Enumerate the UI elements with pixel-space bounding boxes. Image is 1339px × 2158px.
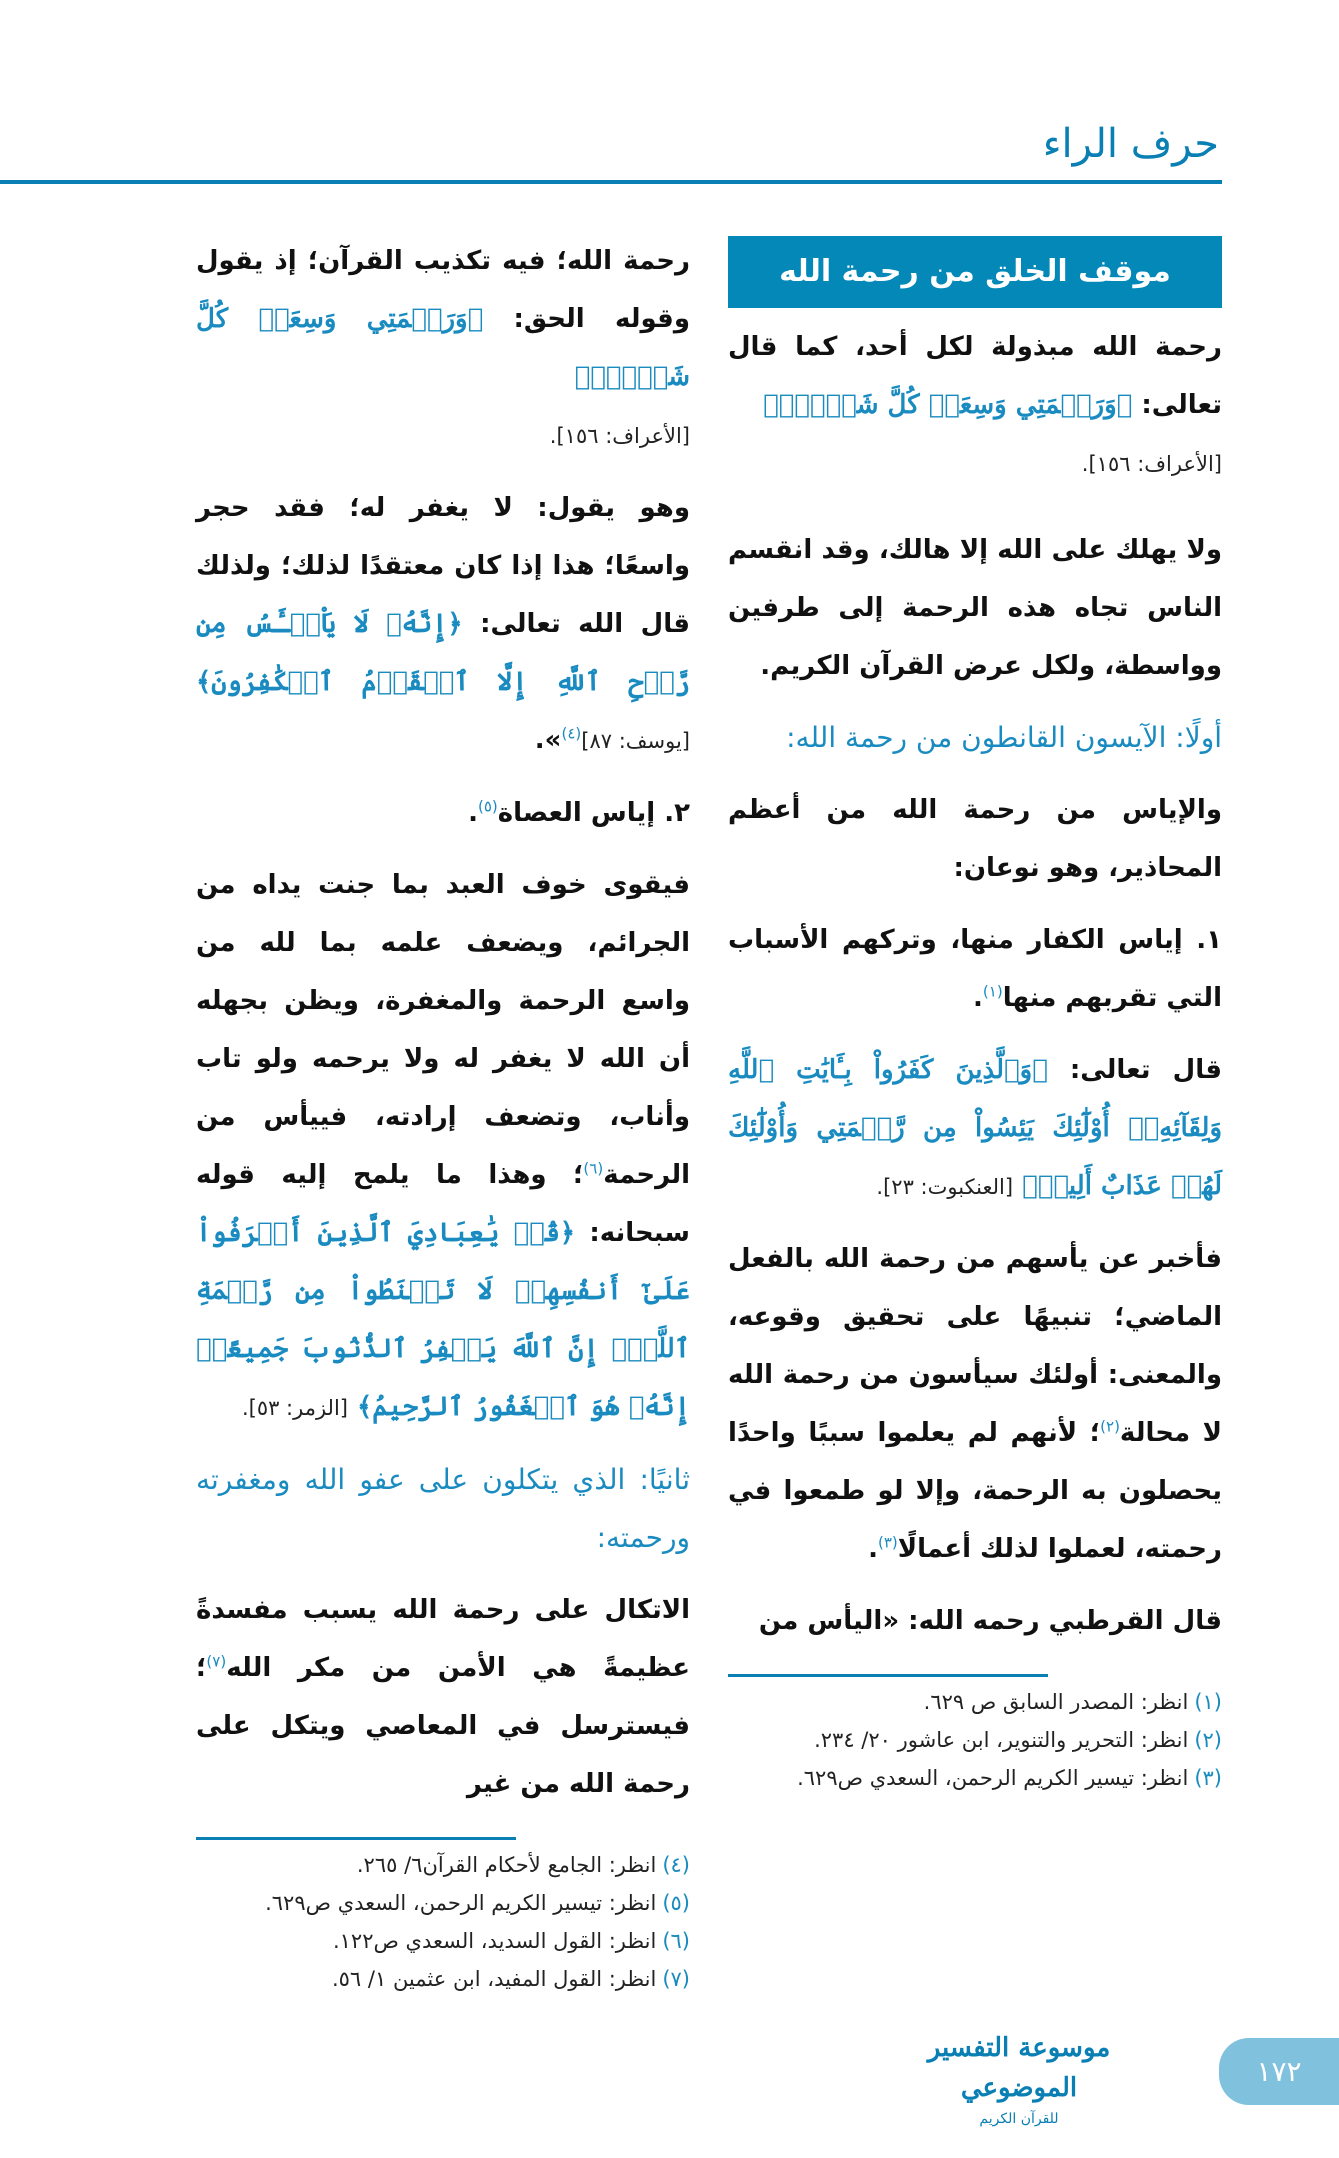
footnote xyxy=(196,1846,690,1884)
footnote xyxy=(196,1960,690,1998)
quran-verse: ﴿وَرَحۡمَتِي وَسِعَتۡ كُلَّ شَيۡءٖۚ﴾ xyxy=(763,390,1133,420)
right-column xyxy=(728,236,1222,1650)
paragraph xyxy=(728,1041,1222,1216)
footnote-text: انظر: تيسير الكريم الرحمن، السعدي ص٦٢٩. xyxy=(265,1891,657,1915)
text: رحمة الله مبذولة لكل أحد، كما قال تعالى: xyxy=(728,332,1222,420)
paragraph: ١. إياس الكفار منها، وتركهم الأسباب التي تقربهم منها$^{(١)}$. xyxy=(728,925,1222,1013)
right-column-wrap xyxy=(728,232,1222,1797)
footnote-text: انظر: تيسير الكريم الرحمن، السعدي ص٦٢٩. xyxy=(797,1766,1189,1790)
paragraph xyxy=(728,318,1222,493)
columns xyxy=(0,232,1339,1998)
subheading: ثانيًا: الذي يتكلون على عفو الله ومغفرته ورحمته: xyxy=(196,1463,690,1554)
footnote-divider xyxy=(728,1674,1048,1677)
footnote-ref[interactable]: (٦) xyxy=(583,1159,604,1178)
quran-verse: ﴿وَٱلَّذِينَ كَفَرُواْ بِـَٔايَٰتِ ٱللَّهِ وَلِقَآئِهِۦٓ أُوْلَٰٓئِكَ يَئِسُواْ مِن رَّحۡمَتِي وَأُوْلَٰٓئِكَ لَهُمۡ عَذَابٌ أَلِيمٞ﴾ xyxy=(728,1055,1222,1201)
left-column xyxy=(196,232,690,1813)
footnote-text: انظر: الجامع لأحكام القرآن٦/ ٢٦٥. xyxy=(356,1853,657,1877)
footnote-ref[interactable]: (٥) xyxy=(477,797,498,816)
footnote-divider xyxy=(196,1837,516,1840)
paragraph: ولا يهلك على الله إلا هالك، وقد انقسم الناس تجاه هذه الرحمة إلى طرفين وواسطة، ولكل عرض القرآن الكريم. xyxy=(728,535,1222,681)
text: الاتكال على رحمة الله يسبب مفسدةً عظيمةً هي الأمن من مكر الله xyxy=(196,1595,690,1683)
text: قال تعالى: xyxy=(1069,1055,1222,1085)
header-divider xyxy=(0,180,1222,184)
footnote-ref[interactable]: (٤) xyxy=(561,724,582,743)
footnote-text: انظر: المصدر السابق ص ٦٢٩. xyxy=(923,1690,1189,1714)
text: وهو يقول: لا يغفر له؛ فقد حجر واسعًا؛ هذا إذا كان معتقدًا لذلك؛ ولذلك قال الله تعالى: xyxy=(196,493,690,639)
text: ٢. إياس العصاة xyxy=(497,798,690,828)
footnote xyxy=(196,1922,690,1960)
footnote-text: انظر: التحرير والتنوير، ابن عاشور ٢٠/ ٢٣٤. xyxy=(814,1728,1189,1752)
footnote-number: (٧) xyxy=(662,1967,690,1991)
footnote-number: (٤) xyxy=(662,1853,690,1877)
text: ». xyxy=(534,725,562,755)
footnote-number: (٥) xyxy=(662,1891,690,1915)
text: فيقوى خوف العبد بما جنت يداه من الجرائم، ويضعف علمه بما لله من واسع الرحمة والمغفرة، ويظن بجهله أن الله لا يغفر له ولا يرحمه ولو تاب وأناب، وتضعف إرادته، فييأس من الرحمة xyxy=(196,870,690,1190)
paragraph xyxy=(196,232,690,465)
footnote xyxy=(728,1759,1222,1797)
footnote-number: (١) xyxy=(1194,1690,1222,1714)
footnote-text: انظر: القول المفيد، ابن عثمين ١/ ٥٦. xyxy=(331,1967,657,1991)
verse-reference: [العنكبوت: ٢٣]. xyxy=(876,1175,1014,1199)
text: ؛ فيسترسل في المعاصي ويتكل على رحمة الله من غير xyxy=(196,1653,690,1799)
paragraph xyxy=(196,856,690,1437)
left-column-wrap xyxy=(196,232,690,1998)
quran-verse: ﴿إِنَّهُۥ لَا يَاْيۡـَٔسُ مِن رَّوۡحِ ٱللَّهِ إِلَّا ٱلۡقَوۡمُ ٱلۡكَٰفِرُونَ﴾ xyxy=(196,609,690,697)
paragraph: ٢. إياس العصاة$^{(٥)}$. xyxy=(468,797,690,828)
encyclopedia-logo xyxy=(869,2028,1169,2130)
verse-reference: [الأعراف: ١٥٦]. xyxy=(549,424,690,448)
verse-reference: [يوسف: ٨٧] xyxy=(581,729,690,753)
text: ١. إياس الكفار منها، وتركهم الأسباب التي تقربهم منها xyxy=(728,925,1222,1013)
footnotes-right xyxy=(728,1674,1222,1797)
quran-verse: ﴿قُلۡ يَٰعِبَادِيَ ٱلَّذِينَ أَسۡرَفُواْ عَلَىٰٓ أَنفُسِهِمۡ لَا تَقۡنَطُواْ مِن رَّحۡمَةِ ٱللَّهِۚ إِنَّ ٱللَّهَ يَغۡفِرُ ٱلذُّنُوبَ جَمِيعًاۚ إِنَّهُۥ هُوَ ٱلۡغَفُورُ ٱلرَّحِيمُ﴾ xyxy=(196,1218,690,1422)
paragraph xyxy=(196,1581,690,1813)
footnotes-left xyxy=(196,1837,690,1998)
text: فأخبر عن يأسهم من رحمة الله بالفعل الماضي؛ تنبيهًا على تحقيق وقوعه، والمعنى: أولئك سيأسون من رحمة الله لا محالة xyxy=(728,1244,1222,1448)
page-footer xyxy=(0,2028,1339,2158)
paragraph: والإياس من رحمة الله من أعظم المحاذير، وهو نوعان: xyxy=(728,795,1222,883)
footnote-number: (٦) xyxy=(662,1929,690,1953)
footnote xyxy=(728,1683,1222,1721)
page-number-badge: ١٧٢ xyxy=(1219,2038,1339,2105)
footnote-ref[interactable]: (٢) xyxy=(1100,1417,1120,1436)
text: ؛ لأنهم لم يعلموا سببًا واحدًا يحصلون به الرحمة، وإلا لو طمعوا في رحمته، لعملوا لذلك أعمالًا xyxy=(728,1418,1222,1564)
footnote-ref[interactable]: (٧) xyxy=(206,1652,227,1671)
verse-reference: [الأعراف: ١٥٦]. xyxy=(1081,452,1222,476)
footnote-ref[interactable]: (١) xyxy=(982,982,1003,1001)
section-title-box: موقف الخلق من رحمة الله xyxy=(728,236,1222,308)
logo-title: موسوعة التفسير الموضوعي xyxy=(927,2033,1111,2103)
verse-reference: [الزمر: ٥٣]. xyxy=(241,1396,348,1420)
quran-verse: ﴿وَرَحۡمَتِي وَسِعَتۡ كُلَّ شَيۡءٖۚ﴾ xyxy=(196,304,690,392)
text: رحمة الله؛ فيه تكذيب القرآن؛ إذ يقول وقوله الحق: xyxy=(196,246,690,334)
paragraph: فأخبر عن يأسهم من رحمة الله بالفعل الماضي؛ تنبيهًا على تحقيق وقوعه، والمعنى: أولئك سيأسون من رحمة الله لا محالة$^{(٢)}$؛ لأنهم لم يعلموا سببًا واحدًا يحصلون به الرحمة، وإلا لو طمعوا في رحمته، لعملوا لذلك أعمالًا$^{(٣)}$. xyxy=(728,1244,1222,1564)
footnote-ref[interactable]: (٣) xyxy=(877,1533,898,1552)
subheading: أولًا: الآيسون القانطون من رحمة الله: xyxy=(786,721,1222,754)
paragraph xyxy=(196,479,690,770)
paragraph: قال القرطبي رحمه الله: «اليأس من xyxy=(758,1606,1222,1636)
logo-subtitle: للقرآن الكريم xyxy=(979,2111,1059,2127)
text: ؛ وهذا ما يلمح إليه قوله سبحانه: xyxy=(196,1160,690,1248)
footnote-text: انظر: القول السديد، السعدي ص١٢٢. xyxy=(332,1929,657,1953)
footnote xyxy=(728,1721,1222,1759)
chapter-title: حرف الراء xyxy=(1042,121,1219,167)
footnote-number: (٢) xyxy=(1194,1728,1222,1752)
footnote-number: (٣) xyxy=(1194,1766,1222,1790)
